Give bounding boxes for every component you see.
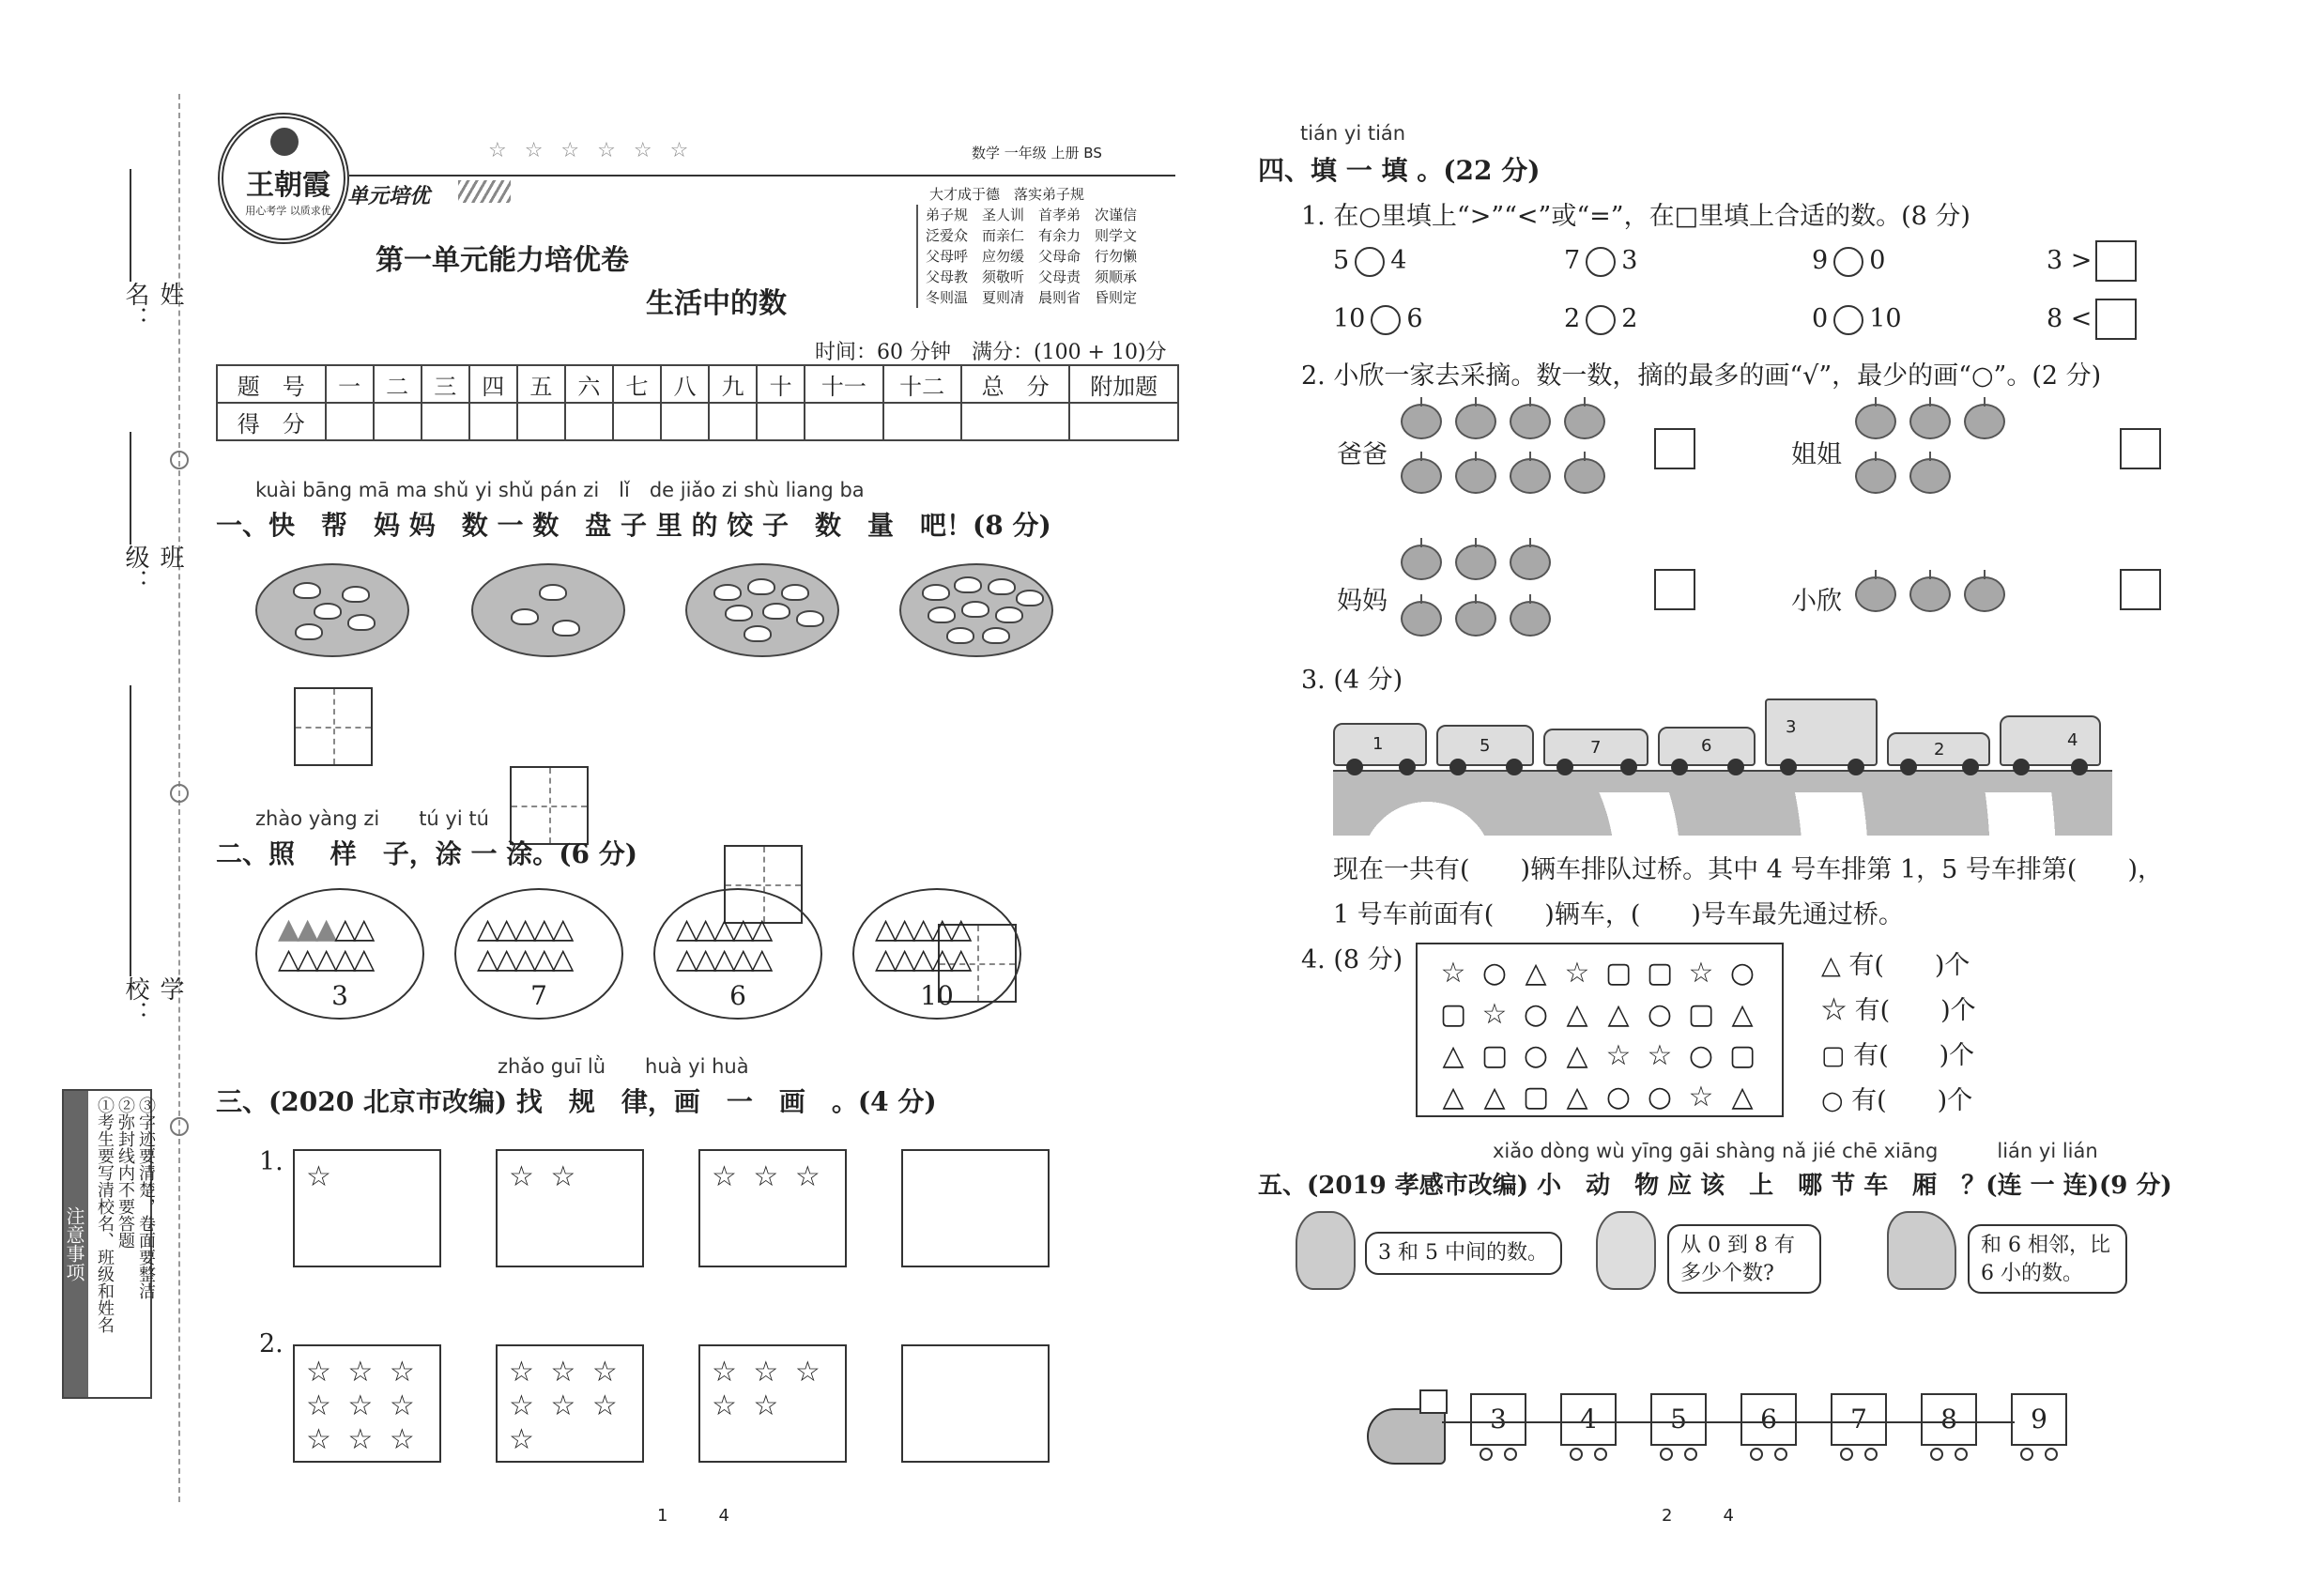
train-wagon[interactable]: 6 <box>1740 1393 1797 1446</box>
score-cell: 十二 <box>883 365 961 403</box>
brand-logo <box>218 113 349 244</box>
score-cell: 七 <box>613 365 661 403</box>
shape-cell: △ <box>1566 1039 1588 1072</box>
q4-title: 四、填 一 填 。(22 分) <box>1258 155 1541 186</box>
rabbit-icon[interactable] <box>1296 1211 1356 1290</box>
brand-tagline: 用心考学 以质求优 <box>245 205 331 217</box>
train-wagon[interactable]: 3 <box>1470 1393 1526 1446</box>
q2-pinyin: zhào yàng zi tú yi tú <box>255 807 489 830</box>
series-tag: 单元培优 <box>347 185 431 208</box>
cat-icon[interactable] <box>1596 1211 1656 1290</box>
pattern-box: ☆ ☆ ☆ ☆ ☆ <box>698 1344 847 1463</box>
school-field[interactable] <box>130 685 131 976</box>
motto-line: 冬则温 夏则凊 晨则省 昏则定 <box>926 289 1138 306</box>
q4-sub3-text: 1 号车前面有( )辆车，( )号车最先通过桥。 <box>1333 900 1904 929</box>
count-line[interactable]: ○ 有( )个 <box>1821 1086 1973 1115</box>
motto-line: 弟子规 圣人训 首孝弟 次谨信 <box>926 207 1138 223</box>
train-wagon[interactable]: 8 <box>1921 1393 1977 1446</box>
difficulty-stars: ☆ ☆ ☆ ☆ ☆ ☆ <box>488 139 695 162</box>
score-input[interactable] <box>565 403 613 440</box>
car: 1 <box>1333 723 1427 766</box>
triangle-row: △△△△△ <box>875 943 970 975</box>
q5-pinyin: xiǎo dòng wù yīng gāi shàng nǎ jié chē xiāng lián yi lián <box>1493 1140 2098 1162</box>
target-number: 7 <box>530 980 547 1011</box>
score-cell: 八 <box>661 365 709 403</box>
car: 3 <box>1765 698 1878 766</box>
speech-bubble: 3 和 5 中间的数。 <box>1365 1232 1562 1275</box>
triangle-row: △△△△△ <box>477 913 572 945</box>
shape-cell: △ <box>1525 957 1547 990</box>
compare-item[interactable]: 5 4 <box>1333 246 1407 275</box>
binding-hole <box>170 784 189 803</box>
q3-row-label: 1. <box>259 1147 284 1176</box>
notice-item: ①考生要写清校名、班级和姓名 <box>95 1097 115 1333</box>
class-field[interactable] <box>130 432 131 545</box>
dumpling-plate <box>899 563 1053 657</box>
fill-box-item[interactable]: 8 < <box>2047 304 2093 333</box>
score-cell: 六 <box>565 365 613 403</box>
apple-group <box>1401 545 1570 648</box>
shape-cell: ▢ <box>1604 957 1633 990</box>
q1-pinyin: kuài bāng mā ma shǔ yi shǔ pán zi lǐ de jiǎo zi shù liang ba <box>255 479 865 501</box>
train <box>1361 1389 2075 1474</box>
score-input[interactable] <box>326 403 374 440</box>
shape-cell: ○ <box>1605 1081 1632 1113</box>
motto-title: 大才成于德 落实弟子规 <box>929 186 1085 203</box>
fill-box-item[interactable]: 3 > <box>2047 246 2093 275</box>
score-input[interactable] <box>517 403 565 440</box>
page-title: 第一单元能力培优卷 <box>376 244 629 277</box>
draw-answer-box[interactable] <box>901 1149 1050 1267</box>
brand-name: 王朝霞 <box>246 169 330 202</box>
motto-line: 父母教 须敬听 父母责 须顺承 <box>926 269 1138 285</box>
shape-cell: ○ <box>1523 1039 1549 1072</box>
notice-title: 注意事项 <box>64 1091 88 1397</box>
score-cell: 题 号 <box>217 365 326 403</box>
q4-sub2: 2. 小欣一家去采摘。数一数，摘的最多的画“√”，最少的画“○”。(2 分) <box>1301 361 2102 391</box>
train-wagon[interactable]: 4 <box>1560 1393 1617 1446</box>
shape-cell: ▢ <box>1522 1081 1550 1113</box>
class-label: 班 级： <box>121 545 184 593</box>
score-cell: 三 <box>422 365 469 403</box>
shape-cell: ☆ <box>1605 1039 1632 1072</box>
shape-cell: ☆ <box>1440 957 1466 990</box>
q3-pinyin: zhǎo guī lǜ huà yi huà <box>498 1055 749 1078</box>
shape-cell: △ <box>1442 1039 1464 1072</box>
shape-cell: ☆ <box>1481 998 1508 1031</box>
notice-item: ②弥封线内不要答题 <box>115 1097 135 1249</box>
dumpling-plate <box>685 563 839 657</box>
pattern-box: ☆ ☆ ☆ <box>698 1149 847 1267</box>
score-cell: 一 <box>326 365 374 403</box>
shape-cell: ▢ <box>1480 1039 1509 1072</box>
triangle-row: △△△△△ <box>676 913 771 945</box>
train-wagon[interactable]: 7 <box>1831 1393 1887 1446</box>
target-number: 10 <box>920 980 954 1011</box>
triangle-group[interactable] <box>255 888 424 1020</box>
shape-cell: ☆ <box>1688 1081 1714 1113</box>
score-table <box>216 364 1179 441</box>
dumpling-plate <box>471 563 625 657</box>
answer-box[interactable] <box>2095 299 2137 340</box>
target-number: 6 <box>729 980 746 1011</box>
score-cell: 十 <box>757 365 805 403</box>
score-cell: 十一 <box>805 365 882 403</box>
shape-cell: ▢ <box>1439 998 1467 1031</box>
shape-cell: △ <box>1731 1081 1754 1113</box>
shape-panel <box>1416 943 1784 1117</box>
q4-sub3-text: 现在一共有( )辆车排队过桥。其中 4 号车排第 1，5 号车排第( )， <box>1333 855 2163 884</box>
shape-cell: ☆ <box>1688 957 1714 990</box>
answer-box[interactable] <box>2120 428 2161 469</box>
page-number-left: 1 4 <box>657 1506 729 1526</box>
shape-cell: ○ <box>1729 957 1756 990</box>
answer-box[interactable] <box>1654 428 1695 469</box>
answer-grid[interactable] <box>294 687 373 766</box>
score-header-row <box>217 365 1178 403</box>
bridge-scene <box>1333 695 2112 836</box>
name-label: 姓 名： <box>121 282 184 330</box>
draw-answer-box[interactable] <box>901 1344 1050 1463</box>
score-cell: 得 分 <box>217 403 326 440</box>
binding-hole <box>170 1117 189 1136</box>
pattern-box: ☆ <box>293 1149 441 1267</box>
triangle-row: △△△△△ <box>477 943 572 975</box>
count-line[interactable]: ▢ 有( )个 <box>1821 1041 1975 1070</box>
shape-cell: ○ <box>1523 998 1549 1031</box>
shape-cell: △ <box>1731 998 1754 1031</box>
shape-cell: △ <box>1566 998 1588 1031</box>
score-cell: 四 <box>469 365 517 403</box>
score-input[interactable] <box>709 403 757 440</box>
score-input[interactable] <box>883 403 961 440</box>
triangle-row: ▲▲▲△△ <box>278 913 373 945</box>
apple-group <box>1855 404 2024 507</box>
motto-box <box>916 205 1188 308</box>
car: 6 <box>1658 727 1756 766</box>
score-value-row <box>217 403 1178 440</box>
time-score: 时间：60 分钟 满分：(100 + 10)分 <box>815 341 1167 364</box>
person-label: 爸爸 <box>1337 440 1388 469</box>
answer-box[interactable] <box>1654 569 1695 610</box>
score-input[interactable] <box>805 403 882 440</box>
q4-sub4: 4. (8 分) <box>1301 945 1403 974</box>
target-number: 3 <box>331 980 348 1011</box>
header-rule <box>349 175 1175 176</box>
compare-item[interactable]: 2 2 <box>1564 304 1638 333</box>
q3-title: 三、(2020 北京市改编) 找 规 律，画 一 画 。(4 分) <box>216 1086 937 1117</box>
q4-pinyin: tián yi tián <box>1300 122 1406 145</box>
train-wagon[interactable]: 9 <box>2011 1393 2067 1446</box>
q1-title: 一、快 帮 妈 妈 数 一 数 盘 子 里 的 饺 子 数 量 吧！(8 分) <box>216 510 1051 541</box>
shape-cell: △ <box>1442 1081 1464 1113</box>
score-cell: 五 <box>517 365 565 403</box>
page-number-right: 2 4 <box>1662 1506 1734 1526</box>
car: 2 <box>1887 732 1990 766</box>
triangle-row: △△△△△ <box>676 943 771 975</box>
speech-bubble: 和 6 相邻，比 6 小的数。 <box>1968 1224 2127 1294</box>
triangle-group[interactable] <box>852 888 1021 1020</box>
book-meta: 数学 一年级 上册 BS <box>972 145 1102 161</box>
compare-item[interactable]: 0 10 <box>1812 304 1902 333</box>
tag-stripes <box>458 180 511 203</box>
q4-sub3: 3. (4 分) <box>1301 666 1403 695</box>
horse-icon[interactable] <box>1887 1211 1956 1290</box>
score-cell: 二 <box>374 365 422 403</box>
score-cell: 九 <box>709 365 757 403</box>
motto-line: 泛爱众 而亲仁 有余力 则学文 <box>926 227 1138 244</box>
answer-box[interactable] <box>2095 240 2137 282</box>
shape-cell: △ <box>1566 1081 1588 1113</box>
score-input[interactable] <box>469 403 517 440</box>
shape-cell: ○ <box>1688 1039 1714 1072</box>
triangle-row: △△△△△ <box>875 913 970 945</box>
triangle-group[interactable] <box>653 888 822 1020</box>
shape-cell: ▢ <box>1728 1039 1756 1072</box>
score-input[interactable] <box>757 403 805 440</box>
score-input[interactable] <box>661 403 709 440</box>
triangle-group[interactable] <box>454 888 623 1020</box>
locomotive-icon <box>1367 1408 1446 1465</box>
shape-cell: ▢ <box>1646 957 1674 990</box>
dumpling-plate <box>255 563 409 657</box>
train-wagon[interactable]: 5 <box>1650 1393 1707 1446</box>
score-cell: 附加题 <box>1069 365 1178 403</box>
speech-bubble: 从 0 到 8 有多少个数? <box>1667 1224 1821 1294</box>
shape-cell: △ <box>1607 998 1630 1031</box>
q2-title: 二、照 样 子，涂 一 涂。(6 分) <box>216 838 637 869</box>
shape-cell: ○ <box>1647 998 1673 1031</box>
score-cell: 总 分 <box>961 365 1070 403</box>
shape-cell: △ <box>1483 1081 1506 1113</box>
school-label: 学 校： <box>121 976 184 1025</box>
shape-cell: ☆ <box>1647 1039 1673 1072</box>
shape-cell: ☆ <box>1564 957 1590 990</box>
compare-item[interactable]: 7 3 <box>1564 246 1638 275</box>
shape-cell: ○ <box>1647 1081 1673 1113</box>
apple-group <box>1401 404 1626 507</box>
pattern-box: ☆ ☆ <box>496 1149 644 1267</box>
triangle-row: △△△△△ <box>278 943 373 975</box>
notice-item: ③字迹要清楚，卷面要整洁 <box>136 1097 156 1299</box>
motto-line: 父母呼 应勿缓 父母命 行勿懒 <box>926 248 1138 265</box>
count-line[interactable]: ☆ 有( )个 <box>1821 996 1976 1025</box>
pattern-box: ☆ ☆ ☆ ☆ ☆ ☆ ☆ <box>496 1344 644 1463</box>
compare-item[interactable]: 9 0 <box>1812 246 1886 275</box>
q5-title: 五、(2019 孝感市改编) 小 动 物 应 该 上 哪 节 车 厢 ？(连 一 连)(9 分) <box>1258 1172 2172 1200</box>
compare-item[interactable]: 10 6 <box>1333 304 1423 333</box>
page-subtitle: 生活中的数 <box>646 287 787 320</box>
apple-group <box>1855 576 2024 623</box>
car: 4 <box>2000 715 2101 766</box>
score-input[interactable] <box>422 403 469 440</box>
shape-cell: ○ <box>1481 957 1508 990</box>
binding-hole <box>170 451 189 469</box>
score-input[interactable] <box>961 403 1070 440</box>
q4-sub1: 1. 在○里填上“>”“<”或“=”，在□里填上合适的数。(8 分) <box>1301 202 1970 231</box>
person-label: 小欣 <box>1791 587 1842 616</box>
person-label: 妈妈 <box>1337 587 1388 616</box>
notice-box <box>62 1089 156 1399</box>
q3-row-label: 2. <box>259 1329 284 1358</box>
car: 5 <box>1436 725 1534 766</box>
shape-cell: ▢ <box>1687 998 1715 1031</box>
logo-emblem-icon <box>270 128 299 156</box>
score-input[interactable] <box>374 403 422 440</box>
answer-box[interactable] <box>2120 569 2161 610</box>
pattern-box: ☆ ☆ ☆ ☆ ☆ ☆ ☆ ☆ ☆ <box>293 1344 441 1463</box>
car: 7 <box>1543 729 1648 766</box>
person-label: 姐姐 <box>1791 440 1842 469</box>
name-field[interactable] <box>130 169 131 282</box>
count-line[interactable]: △ 有( )个 <box>1821 951 1970 980</box>
score-input[interactable] <box>613 403 661 440</box>
shape-grid <box>1433 956 1767 1115</box>
score-input[interactable] <box>1069 403 1178 440</box>
